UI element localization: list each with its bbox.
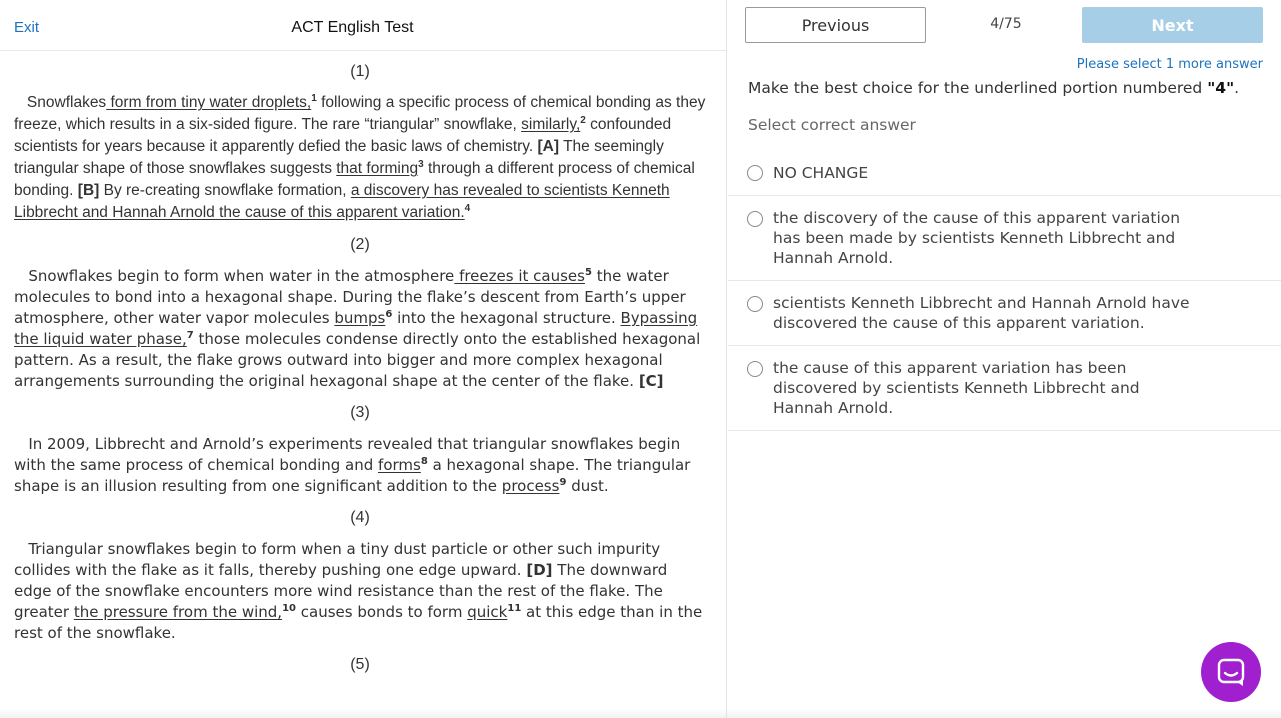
underlined-portion-8[interactable]: forms <box>378 456 421 474</box>
question-marker-4: 4 <box>464 202 471 214</box>
answer-option-text: the discovery of the cause of this apparent variation has been made by scientists Kenneth Libbrecht and Hannah Arnold. <box>773 209 1181 267</box>
nav-bar <box>728 0 1281 50</box>
question-marker-8: 8 <box>420 456 428 467</box>
insertion-marker-a: [A] <box>537 138 560 155</box>
paragraph-2: Snowflakes begin to form when water in the atmosphere freezes it causes$^5$ the water molecules to bond into a hexagonal shape. During the flake’s descent from Earth’s upper atmosphere, other water vapor molecules bumps$^6$ into the hexagonal structure. Bypassing the liquid water phase,$^7$ those molecules condense directly onto the established hexagonal pattern. As a result, the flake grows outward into bigger and more complex hexagonal arrangements surrounding the original hexagonal shape at the center of the flake. [C] <box>14 267 701 390</box>
paragraph-1: Snowflakes form from tiny water droplets,$^1$ following a specific process of chemical bonding as they freeze, which results in a six-sided figure. The rare “triangular” snowflake, similarly,$^2$ confounded scientists for years because it apparently defied the basic laws of chemistry. [A] The seemingly triangular shape of those snowflakes suggests that forming$^3$ through a different process of chemical bonding. [B] By re-creating snowflake formation, a discovery has revealed to scientists Kenneth Libbrecht and Hannah Arnold the cause of this apparent variation.$^4$ <box>14 92 706 221</box>
paragraph-number-1: (1) <box>350 63 370 80</box>
underlined-portion-4[interactable]: a discovery has revealed to scientists Kenneth Libbrecht and Hannah Arnold the cause of this apparent variation. <box>14 182 670 221</box>
underlined-portion-9[interactable]: process <box>501 477 560 495</box>
underlined-portion-7[interactable]: Bypassing the liquid water phase, <box>14 309 698 348</box>
selection-hint: Please select 1 more answer <box>1076 57 1263 72</box>
question-marker-9: 9 <box>559 477 567 488</box>
underlined-portion-3[interactable]: that forming <box>336 160 419 177</box>
answer-option-text: the cause of this apparent variation has been discovered by scientists Kenneth Libbrecht and Hannah Arnold. <box>773 359 1140 417</box>
answer-option-2[interactable] <box>728 196 1281 281</box>
underlined-portion-10[interactable]: the pressure from the wind, <box>73 603 283 621</box>
left-header <box>0 0 726 51</box>
underlined-portion-1[interactable]: form from tiny water droplets, <box>106 94 312 111</box>
question-prompt: Make the best choice for the underlined portion numbered "4". <box>748 79 1240 97</box>
radio-button-2[interactable] <box>747 211 763 227</box>
answer-option-1[interactable] <box>728 151 1281 196</box>
question-marker-1: 1 <box>311 92 317 104</box>
test-title: ACT English Test <box>291 19 414 36</box>
answer-option-4[interactable] <box>728 346 1281 431</box>
insertion-marker-c: [C] <box>638 372 664 390</box>
answer-option-3[interactable] <box>728 281 1281 346</box>
paragraph-number-2: (2) <box>350 236 370 253</box>
paragraph-4: Triangular snowflakes begin to form when a tiny dust particle or other such impurity collides with the flake as it falls, thereby pushing one edge upward. [D] The downward edge of the snowflake encounters more wind resistance than the rest of the flake. The greater the pressure from the wind,$^{10}$ causes bonds to form quick$^{11}$ at this edge than in the rest of the snowflake. <box>14 540 703 642</box>
answer-option-text: scientists Kenneth Libbrecht and Hannah Arnold have discovered the cause of this apparent variation. <box>773 294 1190 332</box>
underlined-portion-2[interactable]: similarly, <box>521 116 581 133</box>
next-button[interactable]: Next <box>1082 7 1263 43</box>
answer-option-text: NO CHANGE <box>773 164 869 182</box>
radio-button-1[interactable] <box>747 165 763 181</box>
answer-options <box>728 151 1281 431</box>
question-marker-6: 6 <box>385 309 393 320</box>
chat-launcher-button[interactable] <box>1201 642 1261 702</box>
question-marker-3: 3 <box>418 158 424 170</box>
underlined-portion-6[interactable]: bumps <box>334 309 386 327</box>
insertion-marker-d: [D] <box>526 561 553 579</box>
previous-button[interactable]: Previous <box>745 7 926 43</box>
exit-link[interactable]: Exit <box>14 19 40 36</box>
insertion-marker-b: [B] <box>77 182 100 199</box>
chat-bubble-icon <box>1216 657 1246 687</box>
question-number: "4" <box>1207 79 1235 97</box>
question-marker-5: 5 <box>584 267 592 278</box>
paragraph-number-5: (5) <box>350 656 370 673</box>
paragraph-number-3: (3) <box>350 404 370 421</box>
paragraph-number-4: (4) <box>350 509 370 526</box>
radio-button-3[interactable] <box>747 296 763 312</box>
passage[interactable] <box>14 51 706 718</box>
underlined-portion-5[interactable]: freezes it causes <box>454 267 585 285</box>
question-marker-10: 10 <box>282 603 296 614</box>
underlined-portion-11[interactable]: quick <box>467 603 508 621</box>
question-counter: 4/75 <box>990 16 1022 32</box>
paragraph-3: In 2009, Libbrecht and Arnold’s experiments revealed that triangular snowflakes begin with the same process of chemical bonding and forms$^8$ a hexagonal shape. The triangular shape is an illusion resulting from one significant addition to the process$^9$ dust. <box>14 435 691 495</box>
question-marker-11: 11 <box>507 603 522 614</box>
select-label: Select correct answer <box>748 116 916 134</box>
question-marker-2: 2 <box>580 114 586 126</box>
radio-button-4[interactable] <box>747 361 763 377</box>
question-marker-7: 7 <box>186 330 194 341</box>
question-panel <box>728 0 1281 718</box>
